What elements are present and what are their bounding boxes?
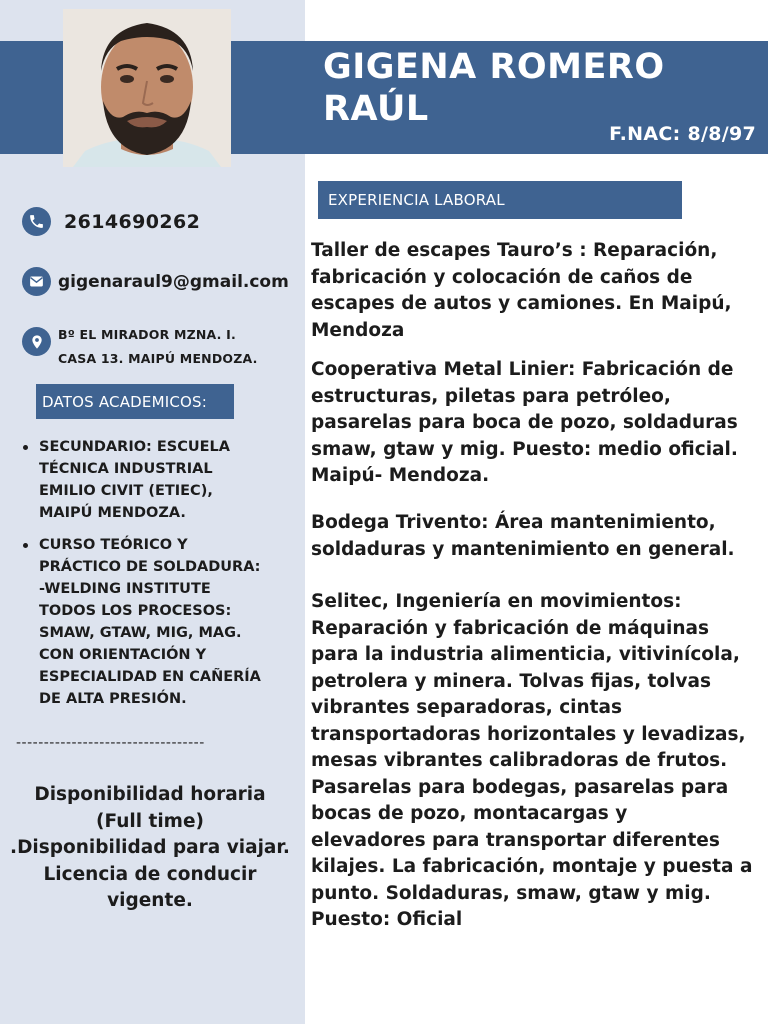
job-line: Selitec, Ingeniería en movimientos: bbox=[311, 591, 682, 612]
job-line: Pasarelas para bodegas, pasarelas para bbox=[311, 776, 729, 798]
academic-item-line: ESPECIALIDAD EN CAÑERÍA bbox=[39, 669, 261, 685]
job-selitec bbox=[311, 589, 752, 934]
job-line: Cooperativa Metal Linier: Fabricación de bbox=[311, 359, 734, 380]
experience-section-title: EXPERIENCIA LABORAL bbox=[318, 181, 682, 219]
phone-icon bbox=[22, 207, 51, 236]
address bbox=[58, 323, 298, 371]
academic-item-line: DE ALTA PRESIÓN. bbox=[39, 691, 187, 707]
list-item bbox=[20, 534, 295, 710]
availability-notes bbox=[0, 782, 300, 915]
job-line: Reparación y fabricación de máquinas bbox=[311, 617, 709, 639]
academic-item-line: CURSO TEÓRICO Y bbox=[39, 537, 188, 553]
phone-number[interactable]: 2614690262 bbox=[64, 210, 201, 233]
job-line: Puesto: Oficial bbox=[311, 909, 463, 930]
job-line: escapes de autos y camiones. En Maipú, bbox=[311, 293, 732, 314]
job-metal-linier bbox=[311, 357, 738, 490]
academic-section-title: DATOS ACADEMICOS: bbox=[36, 384, 234, 419]
academic-item-line: CON ORIENTACIÓN Y bbox=[39, 647, 207, 663]
job-line: smaw, gtaw y mig. Puesto: medio oficial. bbox=[311, 438, 738, 460]
academic-item-line: PRÁCTICO DE SOLDADURA: bbox=[39, 559, 261, 575]
email-row bbox=[22, 267, 289, 296]
job-line: Mendoza bbox=[311, 319, 405, 341]
address-row bbox=[22, 323, 298, 371]
job-line: mesas vibrantes calibradoras de frutos. bbox=[311, 750, 728, 771]
job-line: soldaduras y mantenimiento en general. bbox=[311, 538, 735, 560]
phone-row bbox=[22, 207, 200, 236]
divider: ---------------------------------- bbox=[16, 735, 205, 751]
job-line: Bodega Trivento: Área mantenimiento, bbox=[311, 512, 716, 533]
academic-item-line: SECUNDARIO: ESCUELA bbox=[39, 439, 231, 455]
academic-list bbox=[20, 436, 295, 720]
academic-item-line: SMAW, GTAW, MIG, MAG. bbox=[39, 625, 242, 641]
location-pin-icon bbox=[22, 327, 51, 356]
portrait-illustration bbox=[63, 9, 231, 167]
availability-line: .Disponibilidad para viajar. bbox=[10, 837, 290, 858]
availability-line: Licencia de conducir bbox=[43, 863, 257, 885]
birth-date: F.NAC: 8/8/97 bbox=[609, 123, 756, 145]
job-line: estructuras, piletas para petróleo, bbox=[311, 385, 671, 407]
academic-item-line: EMILIO CIVIT (ETIEC), bbox=[39, 483, 213, 499]
availability-line: vigente. bbox=[107, 890, 193, 911]
job-line: kilajes. La fabricación, montaje y puesta a bbox=[311, 856, 753, 877]
job-line: Taller de escapes Tauro’s : Reparación, bbox=[311, 240, 718, 261]
academic-item-line: -WELDING INSTITUTE bbox=[39, 581, 211, 597]
name-line-2: RAÚL bbox=[323, 89, 429, 129]
job-line: bocas de pozo, montacargas y bbox=[311, 803, 628, 824]
address-line-1: Bº EL MIRADOR MZNA. I. bbox=[58, 327, 236, 342]
academic-item-line: TODOS LOS PROCESOS: bbox=[39, 603, 232, 619]
email-address[interactable]: gigenaraul9@gmail.com bbox=[58, 271, 289, 292]
job-line: elevadores para transportar diferentes bbox=[311, 829, 720, 851]
address-line-2: CASA 13. MAIPÚ MENDOZA. bbox=[58, 351, 258, 366]
job-line: pasarelas para boca de pozo, soldaduras bbox=[311, 412, 738, 433]
email-icon bbox=[22, 267, 51, 296]
job-line: vibrantes separadoras, cintas bbox=[311, 697, 623, 718]
job-tauros bbox=[311, 238, 732, 344]
job-trivento bbox=[311, 510, 735, 563]
availability-line: (Full time) bbox=[96, 810, 204, 832]
list-item bbox=[20, 436, 295, 524]
job-line: transportadoras horizontales y levadizas, bbox=[311, 723, 746, 745]
job-line: petrolera y minera. Tolvas fijas, tolvas bbox=[311, 670, 711, 692]
full-name bbox=[323, 46, 743, 130]
job-line: para la industria alimenticia, vitivinícola, bbox=[311, 644, 740, 665]
availability-line: Disponibilidad horaria bbox=[34, 784, 266, 805]
profile-photo bbox=[63, 9, 231, 167]
academic-item-line: MAIPÚ MENDOZA. bbox=[39, 505, 186, 521]
academic-item-line: TÉCNICA INDUSTRIAL bbox=[39, 461, 213, 477]
job-line: fabricación y colocación de caños de bbox=[311, 266, 693, 288]
job-line: punto. Soldaduras, smaw, gtaw y mig. bbox=[311, 882, 711, 904]
job-line: Maipú- Mendoza. bbox=[311, 465, 490, 486]
name-line-1: GIGENA ROMERO bbox=[323, 47, 665, 87]
